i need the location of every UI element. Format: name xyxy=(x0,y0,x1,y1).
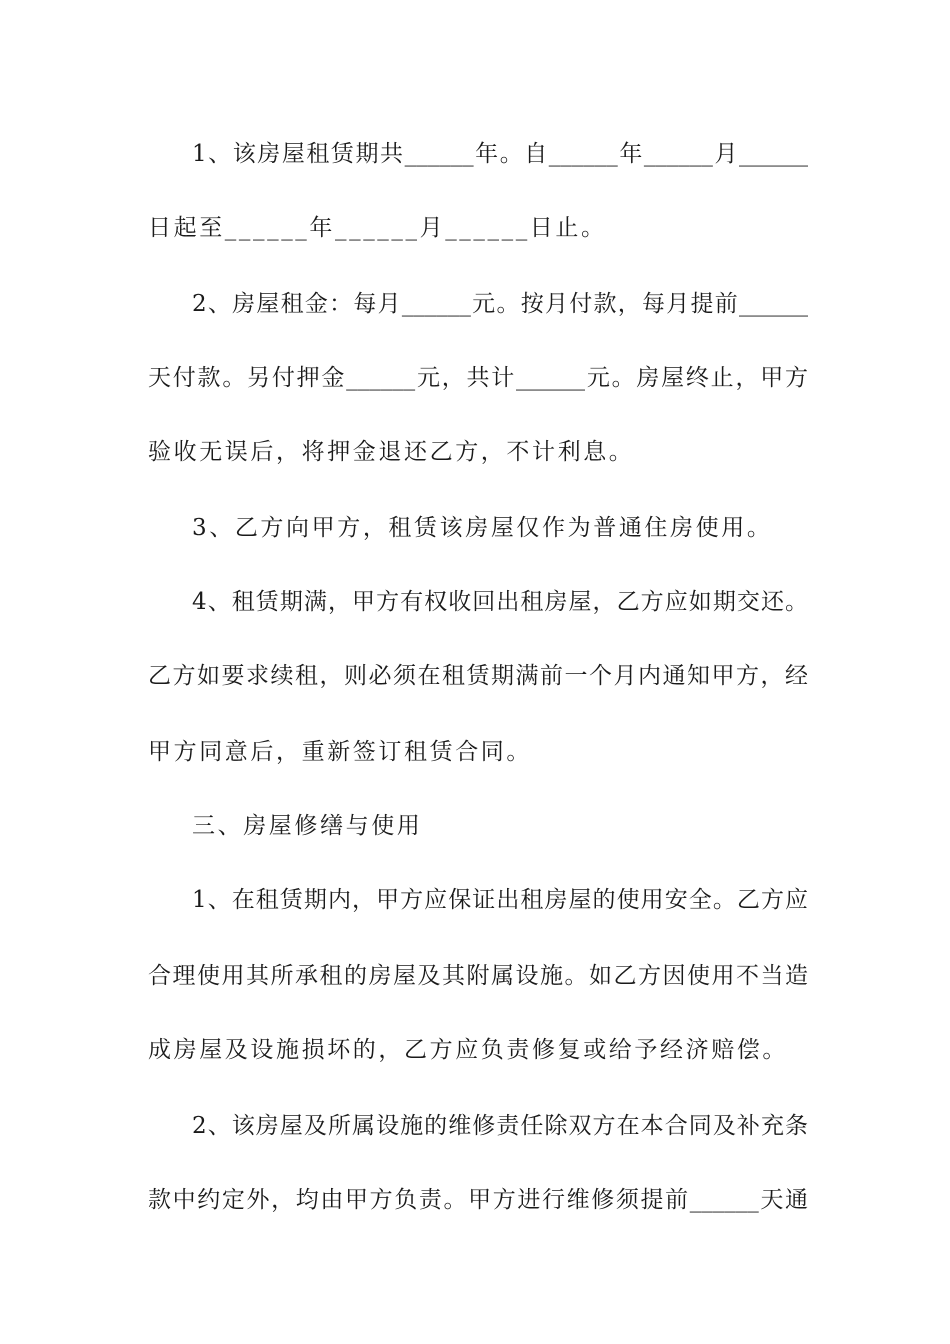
paragraph-line-term-continued: 日起至______年______月______日止。 xyxy=(148,215,607,241)
paragraph-line-rent: 2、房屋租金：每月______元。按月付款，每月提前______ xyxy=(192,291,808,317)
section-heading-repair-use: 三、房屋修缮与使用 xyxy=(192,813,423,839)
paragraph-line-maintenance: 2、该房屋及所属设施的维修责任除双方在本合同及补充条 xyxy=(192,1113,808,1139)
paragraph-line-maintenance-continued: 款中约定外，均由甲方负责。甲方进行维修须提前______天通 xyxy=(148,1187,808,1213)
paragraph-line-rent-deposit: 验收无误后，将押金退还乙方，不计利息。 xyxy=(148,439,635,465)
paragraph-line-renewal: 乙方如要求续租，则必须在租赁期满前一个月内通知甲方，经 xyxy=(148,663,808,689)
paragraph-line-renewal-continued: 甲方同意后，重新签订租赁合同。 xyxy=(148,739,532,765)
paragraph-line-expiry: 4、租赁期满，甲方有权收回出租房屋，乙方应如期交还。 xyxy=(192,589,808,615)
paragraph-line-rent-continued: 天付款。另付押金______元，共计______元。房屋终止，甲方 xyxy=(148,365,808,391)
paragraph-line-damage: 成房屋及设施损坏的，乙方应负责修复或给予经济赔偿。 xyxy=(148,1037,788,1063)
paragraph-line-safety: 1、在租赁期内，甲方应保证出租房屋的使用安全。乙方应 xyxy=(192,887,808,913)
paragraph-line-term: 1、该房屋租赁期共______年。自______年______月______ xyxy=(192,141,808,167)
paragraph-line-facilities: 合理使用其所承租的房屋及其附属设施。如乙方因使用不当造 xyxy=(148,963,808,989)
paragraph-line-usage: 3、乙方向甲方，租赁该房屋仅作为普通住房使用。 xyxy=(192,515,773,541)
